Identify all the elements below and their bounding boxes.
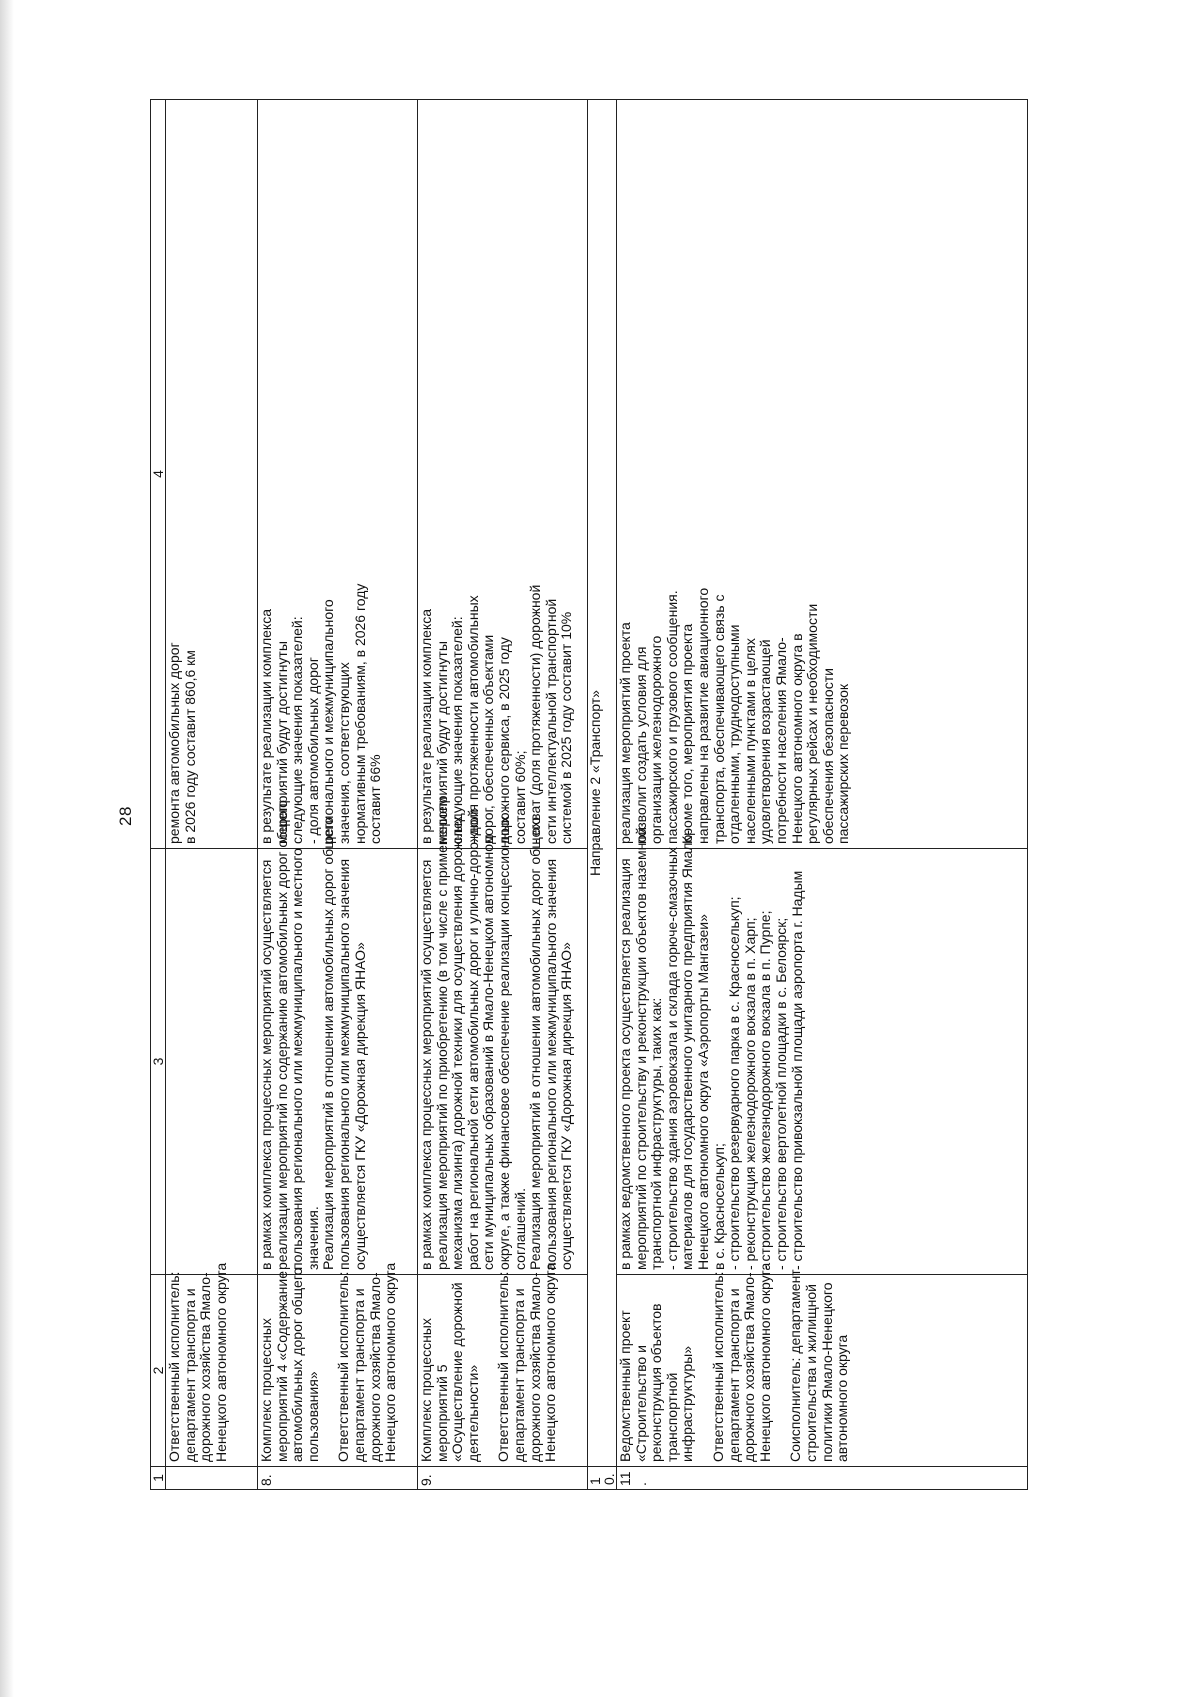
cell-text-line: пользования регионального или межмуниципального и местного (289, 848, 306, 1270)
header-cell-2: 2 (151, 1275, 166, 1467)
cell-text-line: отдаленными, труднодоступными (726, 624, 743, 844)
cell-text-line: осуществляется ГКУ «Дорожная дирекция ЯНАО» (558, 942, 575, 1270)
paragraph-gap (773, 1279, 788, 1462)
section-title (588, 100, 617, 1467)
cell-text-line: автомобильных дорог общего (289, 1267, 306, 1462)
cell-text-line: - охват (доля протяженности) дорожной (527, 584, 544, 844)
cell-text-line: - строительство вертолетной площадки в с. Белоярск; (772, 917, 789, 1270)
cell-text-line: нормативным требованиям, в 2026 году (351, 583, 368, 844)
cell-text-line: Ненецкого автономного округа (382, 1262, 399, 1462)
cell-text-line: Соисполнитель: департамент (787, 1269, 804, 1462)
table-row (166, 100, 258, 1490)
cell-text-line: департамент транспорта и (510, 1288, 527, 1462)
cell-text-line: населенными пунктами в целях (741, 638, 758, 844)
cell-text-line: политики Ямало-Ненецкого (818, 1282, 835, 1462)
cell-text-line: удовлетворения возрастающей (757, 639, 774, 844)
row-number: 10. (588, 1467, 617, 1490)
expected-results-cell (617, 100, 1028, 849)
cell-text-line: потребности населения Ямало- (772, 637, 789, 844)
cell-text-line: инфраструктуры» (679, 1345, 696, 1462)
cell-text-line: Ненецкого автономного округа «Аэропорты Мангазеи» (694, 914, 711, 1270)
cell-text-line: регулярных рейсах и необходимости (804, 603, 821, 844)
cell-text-line: в результате реализации комплекса (258, 609, 274, 844)
cell-text-line: позволит создать условия для (632, 646, 649, 844)
cell-text-line: реализация мероприятий по приобретению (в том числе с применением (433, 796, 450, 1270)
cell-text-line: департамент транспорта и (725, 1288, 742, 1462)
row-number: 11. (617, 1467, 1028, 1490)
expected-results-cell (166, 100, 258, 849)
section-title-text: Направление 2 «Транспорт» (587, 690, 603, 876)
cell-text-line: - строительство привокзальной площади аэропорта г. Надым (788, 870, 805, 1270)
cell-text-line: пассажирских перевозок (835, 684, 852, 844)
cell-text-line: Ненецкого автономного округа (756, 1262, 773, 1462)
cell-text-line: механизма лизинга) дорожной техники для осуществления дорожных (449, 816, 466, 1270)
cell-text-line: Комплекс процессных (418, 1318, 434, 1462)
cell-text-line: в рамках комплекса процессных мероприятий осуществляется (258, 859, 274, 1270)
cell-text-line: мероприятий 4 «Содержание (273, 1271, 290, 1462)
cell-text-line: реконструкция объектов (648, 1303, 665, 1462)
cell-text-line: регионального и межмуниципального (320, 599, 337, 844)
table-row (617, 100, 1028, 1490)
cell-text-line: материалов для государственного унитарного предприятия Ямало- (679, 829, 696, 1270)
cell-text-line: в рамках ведомственного проекта осуществляется реализация (617, 858, 633, 1270)
cell-text-line: соглашений. (511, 1188, 528, 1270)
cell-text-line: сети интеллектуальной транспортной (542, 598, 559, 844)
cell-text-line: в результате реализации комплекса (418, 609, 434, 844)
cell-text-line: дорог, обеспеченных объектами (480, 634, 497, 844)
cell-text-line: пользования регионального или межмуниципального значения (335, 858, 352, 1270)
expected-results-cell (418, 100, 588, 849)
cell-text-line: мероприятий будут достигнуты (433, 641, 450, 844)
cell-text-line: округе, а также финансовое обеспечение реализации концессионных (495, 815, 512, 1270)
cell-text-line: пользования» (304, 1371, 321, 1462)
rotated-table-container (150, 100, 1028, 1490)
cell-text-line: пользования регионального или межмуниципального значения (542, 858, 559, 1270)
cell-text-line: осуществляется ГКУ «Дорожная дирекция ЯНАО» (351, 942, 368, 1270)
cell-text-line: следующие значения показателей: (449, 616, 466, 844)
cell-text-line: Ответственный исполнитель: (335, 1271, 352, 1462)
page-number: 28 (116, 806, 135, 826)
cell-text-line: Ответственный исполнитель: (709, 1271, 726, 1462)
cell-text-line: реализации мероприятий по содержанию автомобильных дорог общего (273, 800, 290, 1270)
cell-text-line: департамент транспорта и (350, 1288, 367, 1462)
cell-text-line: дорожного хозяйства Ямало- (366, 1272, 383, 1462)
expected-results-cell (258, 100, 418, 849)
row-number (166, 1467, 258, 1490)
cell-text-line: организации железнодорожного (648, 635, 665, 844)
cell-text-line: строительства и жилищной (802, 1284, 819, 1462)
table-row (418, 100, 588, 1490)
measure-name-cell (258, 1262, 418, 1467)
cell-text-line: транспорта, обеспечивающего связь с (710, 594, 727, 844)
cell-text-line: направлены на развитие авиационного (694, 587, 711, 844)
measure-name-cell (418, 1262, 588, 1467)
table-body (166, 100, 1028, 1490)
paragraph-gap (696, 1279, 711, 1462)
header-cell-3: 3 (151, 849, 166, 1275)
cell-text-line: значения, соответствующих (335, 662, 352, 844)
cell-text-line: - строительство резервуарного парка в с. Красноселькуп; (726, 896, 743, 1270)
scan-edge-shadow (0, 0, 14, 1697)
row-number: 9. (418, 1467, 588, 1490)
cell-text-line: дорожного хозяйства Ямало- (741, 1272, 758, 1462)
cell-text-line: Реализация мероприятий в отношении автомобильных дорог общего (320, 817, 337, 1270)
cell-text-line: - строительство железнодорожного вокзала в п. Пурпе; (757, 910, 774, 1270)
cell-text-line: автономного округа (834, 1334, 851, 1462)
cell-text-line: мероприятий будут достигнуты (273, 641, 290, 844)
cell-text-line: в 2026 году составит 860,6 км (181, 650, 198, 844)
row-number: 8. (258, 1467, 418, 1490)
measure-name-cell (617, 1262, 1028, 1467)
cell-text-line: составит 60%; (511, 750, 528, 844)
cell-text-line: мероприятий по строительству и реконструкции объектов наземной (632, 827, 649, 1270)
header-cell-4: 4 (151, 100, 166, 849)
cell-text-line: дорожного сервиса, в 2025 году (495, 637, 512, 844)
cell-text-line: ремонта автомобильных дорог (166, 642, 182, 844)
cell-text-line: Ведомственный проект (617, 1310, 633, 1462)
cell-text-line: «Осуществление дорожной (449, 1282, 466, 1462)
cell-text-line: транспортной (663, 1372, 680, 1462)
cell-text-line: Ненецкого автономного округа (212, 1262, 229, 1462)
cell-text-line: реализация мероприятий проекта (617, 622, 633, 844)
cell-text-line: дорожного хозяйства Ямало- (526, 1272, 543, 1462)
measure-description-cell (258, 800, 418, 1275)
cell-text-line: системой в 2025 году составит 10% (558, 611, 575, 844)
paragraph-gap (321, 1279, 336, 1462)
header-cell-1: 1 (151, 1467, 166, 1490)
measure-name-cell (166, 1262, 258, 1467)
cell-text-line: следующие значения показателей: (289, 616, 306, 844)
cell-text-line: обеспечения безопасности (819, 668, 836, 844)
cell-text-line: Реализация мероприятий в отношении автомобильных дорог общего (527, 817, 544, 1270)
cell-text-line: сети муниципальных образований в Ямало-Ненецком автономном (480, 834, 497, 1270)
cell-text-line: дорожного хозяйства Ямало- (197, 1272, 214, 1462)
cell-text-line: Ответственный исполнитель: (166, 1271, 182, 1462)
cell-text-line: - строительство здания аэровокзала и склада горюче-смазочных (663, 847, 680, 1270)
cell-text-line: работ на региональной сети автомобильных дорог и улично-дорожной (464, 809, 481, 1270)
cell-text-line: в с. Красноселькуп; (710, 1143, 727, 1270)
table-row (258, 100, 418, 1490)
cell-text-line: Комплекс процессных (258, 1318, 274, 1462)
cell-text-line: деятельности» (464, 1364, 481, 1462)
cell-text-line: транспортной инфраструктуры, таких как: (648, 997, 665, 1270)
measure-description-cell (617, 827, 1028, 1275)
cell-text-line: составит 66% (367, 754, 384, 844)
paragraph-gap (481, 1279, 496, 1462)
cell-text-line: «Строительство и (632, 1345, 649, 1462)
cell-text-line: департамент транспорта и (181, 1288, 198, 1462)
header-row (151, 100, 166, 1490)
cell-text-line: Ответственный исполнитель: (495, 1271, 512, 1462)
measure-description-cell (166, 849, 258, 1275)
cell-text-line: - доля протяженности автомобильных (464, 595, 481, 844)
cell-text-line: - доля автомобильных дорог (304, 657, 321, 844)
cell-text-line: Кроме того, мероприятия проекта (679, 623, 696, 844)
cell-text-line: значения. (304, 1206, 321, 1270)
cell-text-line: в рамках комплекса процессных мероприятий осуществляется (418, 859, 434, 1270)
program-measures-table (150, 99, 1028, 1490)
cell-text-line: Ненецкого автономного округа (542, 1262, 559, 1462)
cell-text-line: пассажирского и грузового сообщения. (663, 590, 680, 844)
cell-text-line: Ненецкого автономного округа в (788, 633, 805, 844)
cell-text-line: - реконструкция железнодорожного вокзала в п. Харп; (741, 917, 758, 1270)
cell-text-line: мероприятий 5 (433, 1364, 450, 1462)
section-row (588, 100, 617, 1490)
